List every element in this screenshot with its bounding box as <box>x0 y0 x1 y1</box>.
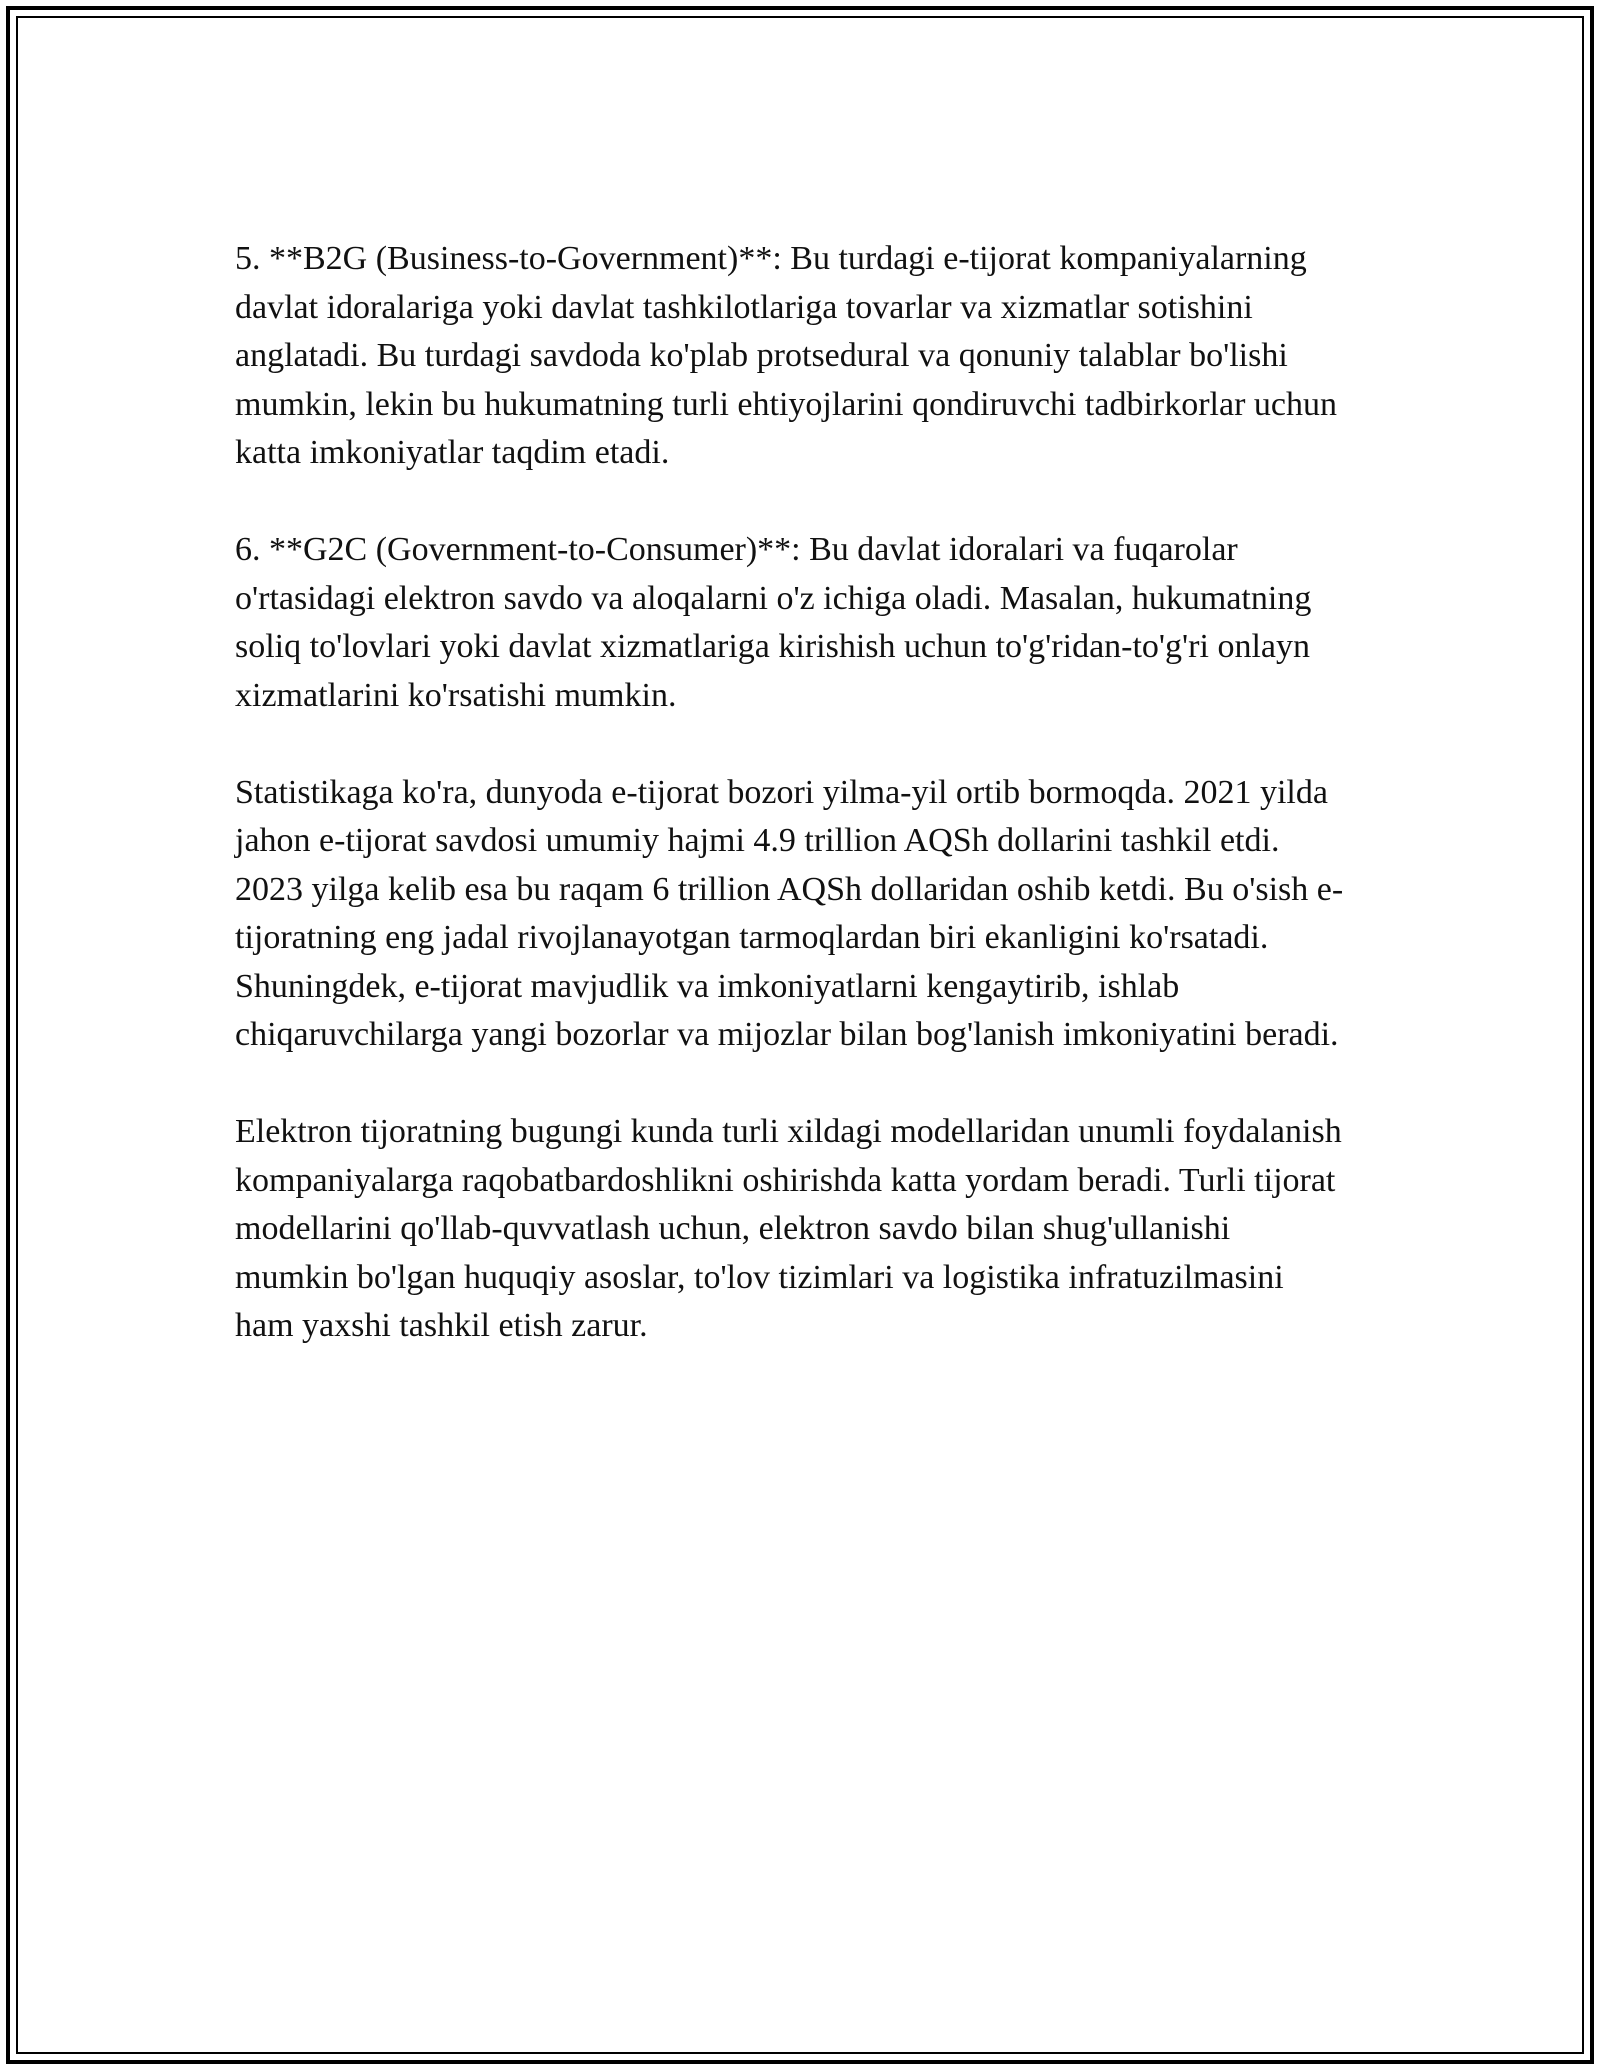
paragraph-g2c: 6. **G2C (Government-to-Consumer)**: Bu davlat idoralari va fuqarolar o'rtasidagi elektron savdo va aloqalarni o'z ichiga oladi. Masalan, hukumatning soliq to'lovlari yoki davlat xizmatlariga kirishish uchun to'g'ridan-to'g'ri onlayn xizmatlarini ko'rsatishi mumkin. <box>235 531 1312 714</box>
paragraph-statistics: Statistikaga ko'ra, dunyoda e-tijorat bozori yilma-yil ortib bormoqda. 2021 yilda jahon e-tijorat savdosi umumiy hajmi 4.9 trillion AQSh dollarini tashkil etdi. 2023 yilga kelib esa bu raqam 6 trillion AQSh dollaridan oshib ketdi. Bu o'sish e-tijoratning eng jadal rivojlanayotgan tarmoqlardan biri ekanligini ko'rsatadi. Shuningdek, e-tijorat mavjudlik va imkoniyatlarni kengaytirib, ishlab chiqaruvchilarga yangi bozorlar va mijozlar bilan bog'lanish imkoniyatini beradi. <box>235 773 1344 1053</box>
document-body <box>235 235 1350 1399</box>
paragraph-conclusion: Elektron tijoratning bugungi kunda turli xildagi modellaridan unumli foydalanish kompaniyalarga raqobatbardoshlikni oshirishda katta yordam beradi. Turli tijorat modellarini qo'llab-quvvatlash uchun, elektron savdo bilan shug'ullanishi mumkin bo'lgan huquqiy asoslar, to'lov tizimlari va logistika infratuzilmasini ham yaxshi tashkil etish zarur. <box>235 1113 1342 1344</box>
paragraph-b2g: 5. **B2G (Business-to-Government)**: Bu turdagi e-tijorat kompaniyalarning davlat idoralariga yoki davlat tashkilotlariga tovarlar va xizmatlar sotishini anglatadi. Bu turdagi savdoda ko'plab protsedural va qonuniy talablar bo'lishi mumkin, lekin bu hukumatning turli ehtiyojlarini qondiruvchi tadbirkorlar uchun katta imkoniyatlar taqdim etadi. <box>235 240 1337 471</box>
